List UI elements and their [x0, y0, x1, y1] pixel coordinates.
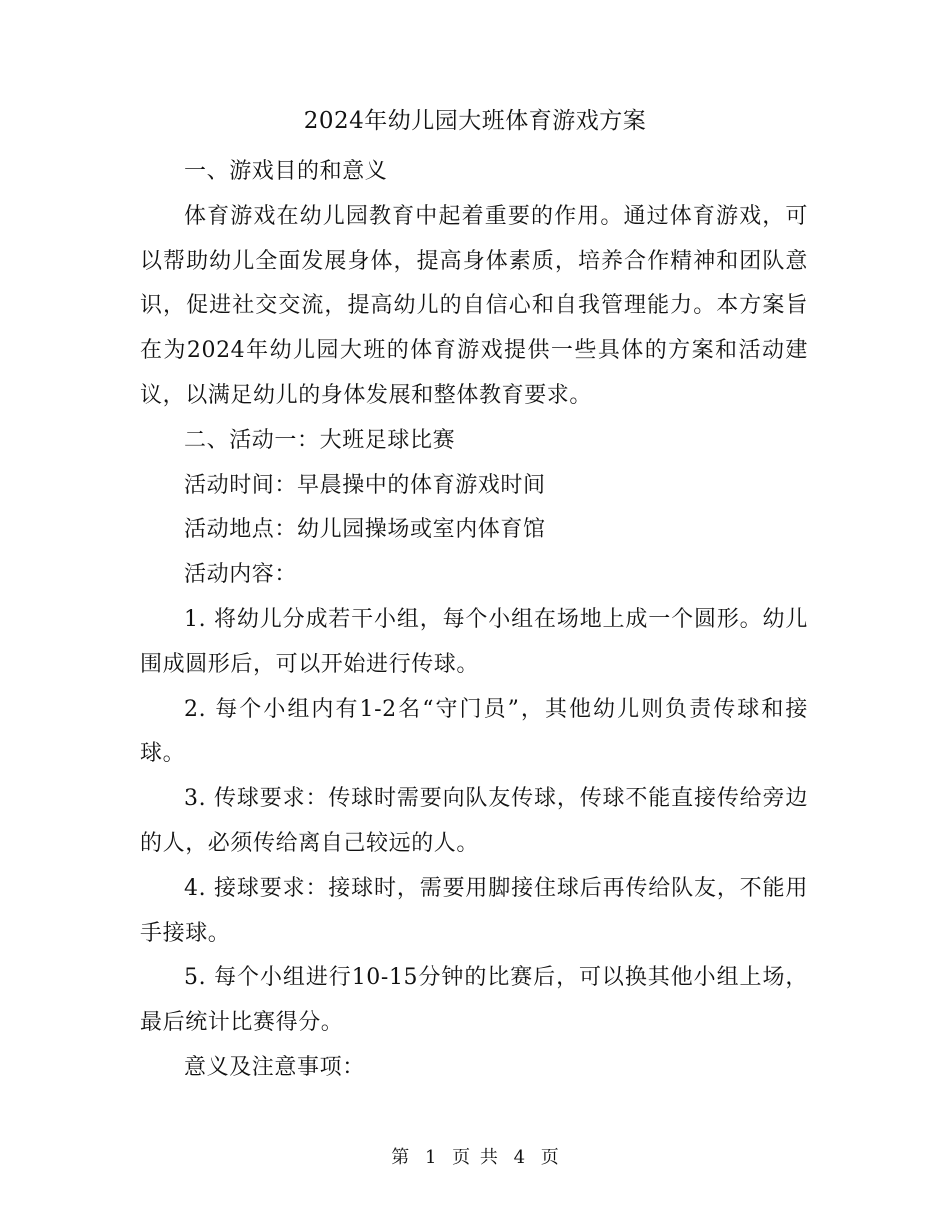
- activity-time: 活动时间：早晨操中的体育游戏时间: [184, 472, 546, 498]
- page-label-mid: 页 共: [452, 1147, 498, 1168]
- document-body: [140, 150, 808, 1091]
- list-item: 2. 每个小组内有1-2名“守门员”，其他幼儿则负责传球和接球。: [140, 696, 808, 767]
- notes-label: 意义及注意事项：: [184, 1054, 365, 1080]
- document-title: 2024年幼儿园大班体育游戏方案: [303, 108, 647, 134]
- section-heading-activity-one: 二、活动一：大班足球比赛: [184, 427, 456, 453]
- total-pages-number: 4: [513, 1147, 526, 1168]
- current-page-number: 1: [424, 1147, 437, 1168]
- activity-content-label: 活动内容：: [184, 562, 298, 588]
- page-label-prefix: 第: [391, 1147, 410, 1168]
- page-footer: [0, 1145, 950, 1171]
- activity-location: 活动地点：幼儿园操场或室内体育馆: [184, 517, 546, 543]
- list-item: 5. 每个小组进行10-15分钟的比赛后，可以换其他小组上场，最后统计比赛得分。: [140, 965, 808, 1036]
- list-item: 3. 传球要求：传球时需要向队友传球，传球不能直接传给旁边的人，必须传给离自己较远的人。: [140, 786, 808, 856]
- list-item: 1. 将幼儿分成若干小组，每个小组在场地上成一个圆形。幼儿围成圆形后，可以开始进行传球。: [140, 606, 808, 677]
- paragraph-purpose: 体育游戏在幼儿园教育中起着重要的作用。通过体育游戏，可以帮助幼儿全面发展身体，提高身体素质，培养合作精神和团队意识，促进社交交流，提高幼儿的自信心和自我管理能力。本方案旨在为2024年幼儿园大班的体育游戏提供一些具体的方案和活动建议，以满足幼儿的身体发展和整体教育要求。: [140, 203, 808, 408]
- page-label-suffix: 页: [540, 1147, 559, 1168]
- list-item: 4. 接球要求：接球时，需要用脚接住球后再传给队友，不能用手接球。: [140, 875, 808, 946]
- section-heading-purpose: 一、游戏目的和意义: [184, 159, 388, 184]
